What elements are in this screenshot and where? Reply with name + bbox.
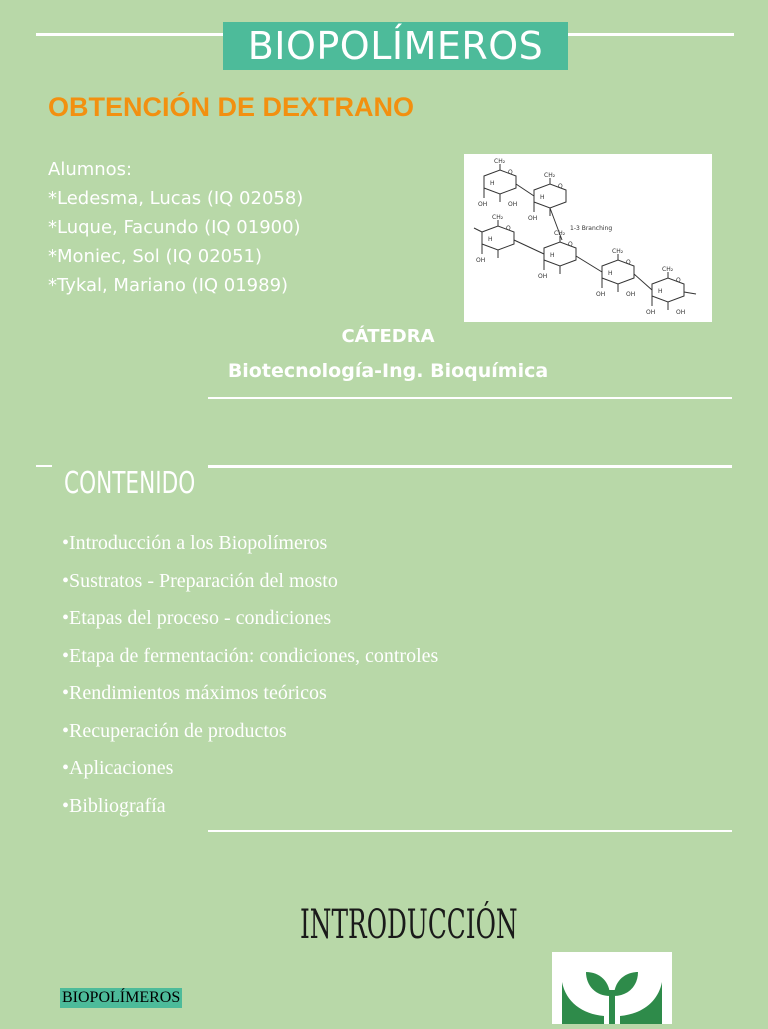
catedra-name: Biotecnología-Ing. Bioquímica xyxy=(227,360,549,382)
dextran-structure-diagram xyxy=(464,154,712,322)
logo xyxy=(552,952,672,1024)
list-item: •Rendimientos máximos teóricos xyxy=(62,682,327,704)
oh-label: OH xyxy=(646,309,656,316)
h-label: H xyxy=(550,252,555,259)
student-name: *Ledesma, Lucas (IQ 02058) xyxy=(48,188,304,209)
ch2-label: CH₂ xyxy=(492,214,504,221)
page-title: BIOPOLÍMEROS xyxy=(223,22,568,70)
oh-label: OH xyxy=(476,257,486,264)
section-rule xyxy=(208,465,732,468)
h-label: H xyxy=(608,270,613,277)
student-name: *Tykal, Mariano (IQ 01989) xyxy=(48,275,289,296)
oh-label: OH xyxy=(538,273,548,280)
students-label: Alumnos: xyxy=(48,159,133,180)
list-item: •Recuperación de productos xyxy=(62,719,287,742)
contents-list xyxy=(62,530,438,830)
subtitle: OBTENCIÓN DE DEXTRANO xyxy=(48,92,415,122)
ch2-label: CH₂ xyxy=(494,158,506,165)
top-rule-right xyxy=(566,33,734,36)
ch2-label: CH₂ xyxy=(554,230,566,237)
h-label: H xyxy=(488,236,493,243)
oh-label: OH xyxy=(528,215,538,222)
oh-label: OH xyxy=(676,309,686,316)
plant-in-hands-icon xyxy=(552,952,672,1024)
students-block xyxy=(48,155,303,300)
o-label: O xyxy=(506,225,511,232)
o-label: O xyxy=(676,277,681,284)
oh-label: OH xyxy=(596,291,606,298)
list-item: •Aplicaciones xyxy=(62,757,174,779)
section-tick xyxy=(36,465,52,467)
list-item: •Etapas del proceso - condiciones xyxy=(62,607,332,629)
divider xyxy=(208,397,732,399)
list-item: •Bibliografía xyxy=(62,794,166,817)
list-item: •Introducción a los Biopolímeros xyxy=(62,532,328,554)
ch2-label: CH₂ xyxy=(662,266,674,273)
oh-label: OH xyxy=(626,291,636,298)
h-label: H xyxy=(490,180,495,187)
catedra-label: CÁTEDRA xyxy=(341,326,435,347)
list-item: •Etapa de fermentación: condiciones, controles xyxy=(62,644,439,667)
o-label: O xyxy=(626,259,631,266)
branching-label: 1-3 Branching xyxy=(570,225,613,232)
o-label: O xyxy=(568,241,573,248)
contents-heading: CONTENIDO xyxy=(64,466,196,501)
top-rule-left xyxy=(36,33,226,36)
ch2-label: CH₂ xyxy=(612,248,624,255)
oh-label: OH xyxy=(478,201,488,208)
list-item: •Sustratos - Preparación del mosto xyxy=(62,569,338,592)
o-label: O xyxy=(558,183,563,190)
divider xyxy=(208,830,732,832)
student-name: *Moniec, Sol (IQ 02051) xyxy=(48,246,263,267)
intro-heading: INTRODUCCIÓN xyxy=(300,902,518,948)
footer-badge: BIOPOLÍMEROS xyxy=(62,989,181,1006)
dextran-structure-image xyxy=(464,154,712,322)
h-label: H xyxy=(540,194,545,201)
h-label: H xyxy=(658,288,663,295)
ch2-label: CH₂ xyxy=(544,172,556,179)
oh-label: OH xyxy=(508,201,518,208)
student-name: *Luque, Facundo (IQ 01900) xyxy=(48,217,301,238)
o-label: O xyxy=(508,169,513,176)
